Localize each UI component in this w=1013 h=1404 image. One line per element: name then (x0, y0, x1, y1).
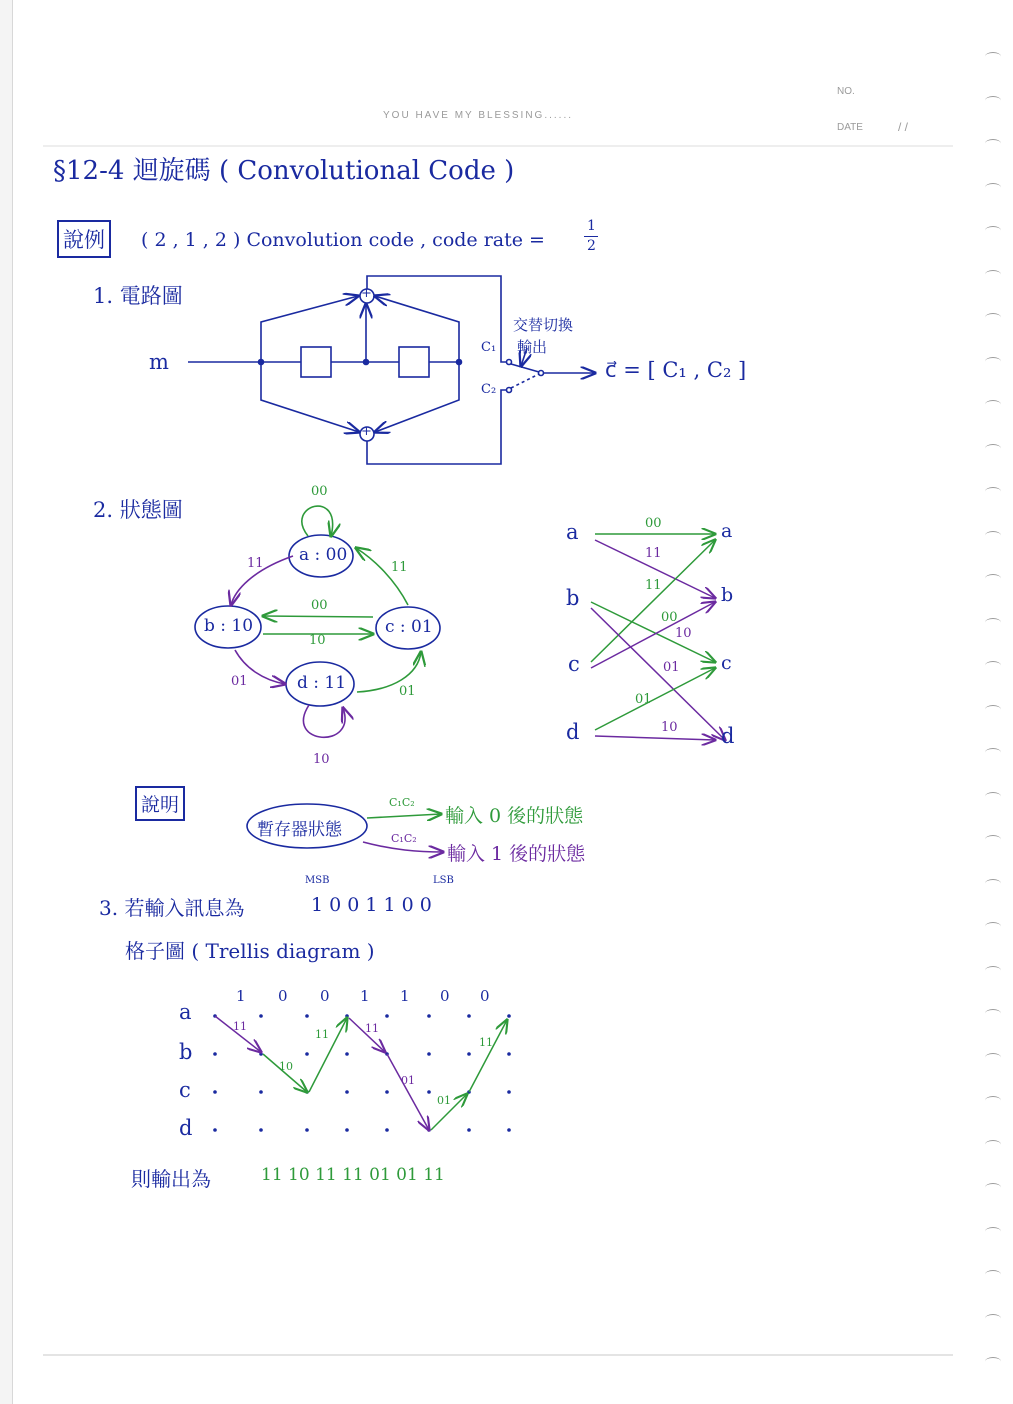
circuit-input-label: m (149, 350, 169, 374)
trans-left-a: a (566, 520, 579, 544)
switch-contact-c2 (507, 388, 512, 393)
state-b-label: b : 10 (204, 616, 254, 636)
legend-one-code: C₁C₂ (391, 832, 417, 845)
trellis-dot (385, 1128, 389, 1132)
trellis-row-c: c (179, 1078, 191, 1102)
trans-right-a: a (721, 520, 733, 542)
input-msb: MSB (305, 875, 330, 886)
spiral-hole (985, 1183, 1001, 1192)
trellis-dot (507, 1128, 511, 1132)
page-title: §12-4 迴旋碼 ( Convolutional Code ) (53, 156, 515, 186)
trellis-dot (385, 1014, 389, 1018)
header-date-slashes: / / (898, 120, 909, 134)
trellis-path-label-1: 11 (233, 1020, 247, 1033)
trellis-bit-3: 0 (320, 987, 330, 1005)
trellis-bit-4: 1 (360, 987, 370, 1005)
legend-zero-text: 輸入 0 後的狀態 (445, 805, 584, 827)
trellis-path (215, 1016, 507, 1130)
trellis-bit-7: 0 (480, 987, 490, 1005)
transition-graph (591, 534, 725, 740)
spiral-hole (985, 1140, 1001, 1149)
trellis-path-label-2: 10 (279, 1060, 293, 1073)
trans-label-c-b: 10 (675, 626, 692, 641)
spiral-hole (985, 1314, 1001, 1323)
circuit-output: c⃗ = [ C₁ , C₂ ] (605, 358, 747, 382)
trellis-grid (213, 1014, 511, 1132)
trans-left-d: d (566, 720, 580, 744)
edge-label-b-c: 10 (309, 633, 326, 648)
spiral-hole (985, 1357, 1001, 1366)
state-a-label: a : 00 (299, 545, 348, 565)
circuit-c2-label: C₂ (481, 382, 497, 397)
trans-label-a-b: 11 (645, 546, 662, 561)
spiral-hole (985, 226, 1001, 235)
trans-c-b (591, 602, 715, 668)
trellis-bit-2: 0 (278, 987, 288, 1005)
trellis-dot (259, 1014, 263, 1018)
switch-contact-c1 (507, 360, 512, 365)
spiral-hole (985, 879, 1001, 888)
trellis-bit-1: 1 (236, 987, 246, 1005)
example-text: ( 2 , 1 , 2 ) Convolution code , code rate = (141, 229, 545, 251)
header-no-label: NO. (837, 86, 855, 97)
trellis-bit-5: 1 (400, 987, 410, 1005)
legend-tag: 說明 (135, 786, 185, 821)
trellis-dot (427, 1014, 431, 1018)
trans-right-d: d (721, 724, 735, 748)
wire-end-to-top-adder (375, 296, 459, 362)
edge-label-c-a: 11 (391, 560, 408, 575)
edge-d-self (303, 705, 345, 737)
adder-bottom-symbol: + (361, 424, 372, 439)
trans-left-c: c (568, 652, 580, 676)
input-bits: 1 0 0 1 1 0 0 (311, 894, 432, 916)
trans-label-b-d: 01 (663, 660, 680, 675)
trans-label-b-c: 00 (661, 610, 678, 625)
trans-label-d-d: 10 (661, 720, 678, 735)
legend-one-text: 輸入 1 後的狀態 (447, 843, 586, 865)
trellis-path-label-4: 11 (365, 1022, 379, 1035)
shift-register-2 (399, 347, 429, 377)
edge-c-b (263, 616, 373, 617)
edge-label-d-c: 01 (399, 684, 416, 699)
shift-register-1 (301, 347, 331, 377)
spiral-hole (985, 531, 1001, 540)
edge-label-a-b: 11 (247, 556, 264, 571)
spiral-hole (985, 1096, 1001, 1105)
spiral-hole (985, 400, 1001, 409)
spiral-hole (985, 52, 1001, 61)
trellis-dot (507, 1052, 511, 1056)
trellis-dot (507, 1090, 511, 1094)
output-sequence: 11 10 11 11 01 01 11 (261, 1165, 445, 1185)
trans-b-c (591, 602, 715, 662)
trellis-dot (259, 1052, 263, 1056)
trellis-dot (305, 1014, 309, 1018)
input-lsb: LSB (433, 875, 454, 886)
trellis-dot (345, 1052, 349, 1056)
state-d-label: d : 11 (297, 673, 347, 693)
trellis-dot (213, 1090, 217, 1094)
wire-end-to-bottom-adder (375, 362, 459, 432)
trellis-dot (427, 1052, 431, 1056)
trellis-path-label-5: 01 (401, 1074, 415, 1087)
trans-label-a-a: 00 (645, 516, 662, 531)
circuit-heading: 1. 電路圖 (93, 284, 183, 308)
drawing-layer (13, 0, 1013, 1404)
spiral-hole (985, 618, 1001, 627)
adder-bottom (360, 427, 374, 441)
rate-denominator: 2 (587, 238, 596, 254)
trellis-row-b: b (179, 1040, 193, 1064)
rate-numerator: 1 (587, 218, 596, 234)
spiral-hole (985, 661, 1001, 670)
trellis-path-label-6: 01 (437, 1094, 451, 1107)
wire-input-to-bottom-adder (261, 362, 359, 432)
spiral-hole (985, 313, 1001, 322)
spiral-hole (985, 1009, 1001, 1018)
legend-zero-code: C₁C₂ (389, 796, 415, 809)
trellis-dot (507, 1014, 511, 1018)
switch-pivot (539, 371, 544, 376)
trellis-row-d: d (179, 1116, 193, 1140)
wire-input-to-top-adder (261, 296, 358, 362)
spiral-hole (985, 139, 1001, 148)
spiral-hole (985, 1053, 1001, 1062)
trellis-row-a: a (179, 1000, 192, 1024)
trellis-dot (305, 1128, 309, 1132)
trellis-step-7 (469, 1020, 507, 1092)
edge-a-self (302, 506, 333, 536)
circuit-diagram (188, 276, 595, 464)
switch-blade (511, 364, 539, 372)
state-diagram-heading: 2. 狀態圖 (93, 498, 183, 522)
trellis-dot (427, 1090, 431, 1094)
spiral-hole (985, 444, 1001, 453)
wire-top-adder-to-c1 (367, 276, 507, 362)
spiral-hole (985, 270, 1001, 279)
trans-label-d-c: 01 (635, 692, 652, 707)
trellis-dot (345, 1014, 349, 1018)
spiral-hole (985, 835, 1001, 844)
state-c-label: c : 01 (385, 617, 433, 637)
spiral-hole (985, 922, 1001, 931)
edge-c-a (356, 548, 408, 605)
switch-note-1: 交替切換 (513, 316, 574, 334)
trellis-dot (385, 1090, 389, 1094)
trellis-path-label-3: 11 (315, 1028, 329, 1041)
spiral-hole (985, 705, 1001, 714)
trellis-dot (467, 1052, 471, 1056)
switch-note-2: 輸出 (517, 338, 548, 356)
trellis-dot (345, 1128, 349, 1132)
switch-note-arrow (521, 348, 527, 366)
trans-right-c: c (721, 652, 732, 674)
trellis-dot (259, 1090, 263, 1094)
spiral-hole (985, 748, 1001, 757)
spiral-hole (985, 357, 1001, 366)
switch-blade-alt (511, 374, 539, 388)
trellis-dot (305, 1052, 309, 1056)
edge-label-c-b: 00 (311, 598, 328, 613)
legend-arrow-zero (367, 814, 441, 818)
trellis-heading: 格子圖 ( Trellis diagram ) (125, 939, 375, 963)
edge-label-d-self: 10 (313, 752, 330, 767)
adder-top (360, 289, 374, 303)
header-date-label: DATE (837, 122, 863, 133)
trans-d-d (595, 736, 715, 740)
trellis-bit-6: 0 (440, 987, 450, 1005)
spiral-hole (985, 574, 1001, 583)
spiral-hole (985, 96, 1001, 105)
edge-label-b-d: 01 (231, 674, 248, 689)
trans-d-c (595, 668, 715, 730)
spiral-hole (985, 966, 1001, 975)
trellis-step-5 (387, 1054, 429, 1130)
trellis-dot (213, 1052, 217, 1056)
example-tag: 說例 (57, 220, 111, 258)
trans-left-b: b (566, 586, 580, 610)
header-blessing: YOU HAVE MY BLESSING...... (383, 110, 574, 121)
trellis-dot (259, 1128, 263, 1132)
trellis-dot (345, 1090, 349, 1094)
trans-right-b: b (721, 584, 734, 606)
trellis-dot (467, 1014, 471, 1018)
notebook-page (12, 0, 1013, 1404)
trellis-dot (213, 1128, 217, 1132)
trellis-path-label-7: 11 (479, 1036, 493, 1049)
spiral-hole (985, 487, 1001, 496)
input-heading: 3. 若輸入訊息為 (99, 896, 245, 920)
spiral-hole (985, 1227, 1001, 1236)
spiral-hole (985, 1270, 1001, 1279)
output-label: 則輸出為 (131, 1167, 211, 1191)
spiral-hole (985, 183, 1001, 192)
trellis-dot (467, 1128, 471, 1132)
spiral-hole (985, 792, 1001, 801)
edge-label-a-self: 00 (311, 484, 328, 499)
adder-top-symbol: + (361, 286, 372, 301)
legend-node-label: 暫存器狀態 (257, 820, 342, 840)
circuit-c1-label: C₁ (481, 340, 497, 355)
trans-label-c-a: 11 (645, 578, 662, 593)
